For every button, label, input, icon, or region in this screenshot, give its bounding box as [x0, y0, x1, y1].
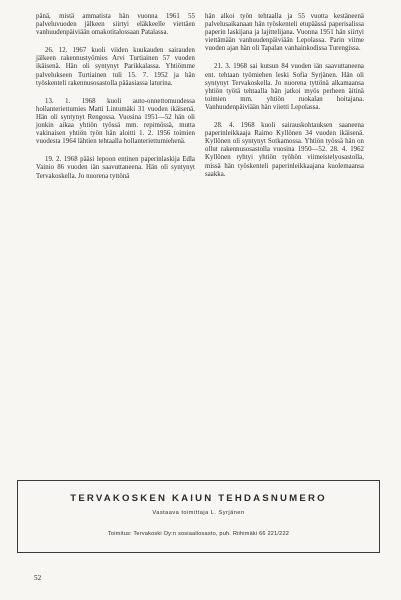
- obituary-paragraph: 19. 2. 1968 pääsi lepoon entinen paperinlaskija Edla Vainio 86 vuoden iän saavuttaneena. Hän oli syntynyt Tervakoskella. Jo nuorena tyttönä: [36, 156, 195, 180]
- page-number: 52: [34, 574, 42, 582]
- obituary-paragraph: 21. 3. 1968 sai kutsun 84 vuoden iän saavuttaneena ent. tehtaan työmiehen leski Sofia Syrjänen. Hän oli syntynyt Tervakoskella. Jo nuorena tyttönä alkamaansa yhtiön työtä tehtaalla hän jatkoi myös perheen äitinä toimien mm. yhtiön ruokalan hoitajana. Vanhuudenpäiviään hän viietti Lepolassa.: [205, 63, 364, 111]
- obituary-paragraph: 13. 1. 1968 kuoli auto-onnettomuudessa hollanteriettumies Matti Lintumäki 31 vuoden ikäisenä. Hän oli syntynyt Rengossa. Vuosina 1951—52 hän oli jonkin aikaa yhtiön työssä mm. repimössä, mutta vakinaisen yhtiön työn hän aloitti 1. 2. 1956 toimien vuodesta 1964 lähtien tehtaalla hollanteriettumiehenä.: [36, 97, 195, 146]
- imprint-box: [17, 480, 380, 553]
- obituary-paragraph: hän alkoi työn tehtaalla ja 55 vuotta kestäneenä palvelusaikanaan hän työskenteli etupäässä paperisalissa paperin laskijana ja lajittelijana. Vuonna 1951 hän siirtyi viettämään vanhuudenpäiviään Lepolassa. Parin viime vuoden ajan hän oli Tapalan vanhainkodissa Turengissa.: [205, 13, 364, 53]
- imprint-title: TERVAKOSKEN KAIUN TEHDASNUMERO: [70, 493, 327, 504]
- imprint-editor: Vastaava toimittaja L. Syrjänen: [152, 510, 245, 516]
- imprint-office: Toimitus: Tervakoski Oy:n sosiaaliosasto, puh. Riihimäki 66 221/222: [107, 531, 290, 537]
- obituary-paragraph: 28. 4. 1968 kuoli sairauskohtauksen saaneena paperinleikkaaja Raimo Kyllönen 34 vuoden ikäisenä. Kyllönen oli syntynyt Sotkamossa. Yhtiön työssä hän on ollut rakennusosastolla vuosina 1950—52. 28. 4. 1962 Kyllönen ryhtyi yhtiön työhön viimeistelyosastolla, missä hän työskenteli paperinleikkaajana kuolemaansa saakka.: [205, 122, 364, 178]
- obituary-paragraph: pänä, mistä ammatista hän vuonna 1961 55 palveluvuoden jälkeen siirtyi eläkkeelle viettäen vanhuudenpäiviään omakotitalossaan Patalassa.: [36, 13, 195, 37]
- right-text-column: [205, 13, 364, 189]
- left-text-column: [36, 13, 195, 191]
- obituary-paragraph: 26. 12. 1967 kuoli viiden kuukauden sairauden jälkeen rakennustyömies Arvi Turtiainen 57 vuoden ikäisenä. Hän oli syntynyt Parikkalassa. Yhtiömme palvelukseen Turtiainen tuli 15. 7. 1952 ja hän työskenteli rakennusosastolla pääasiassa laturina.: [36, 47, 195, 87]
